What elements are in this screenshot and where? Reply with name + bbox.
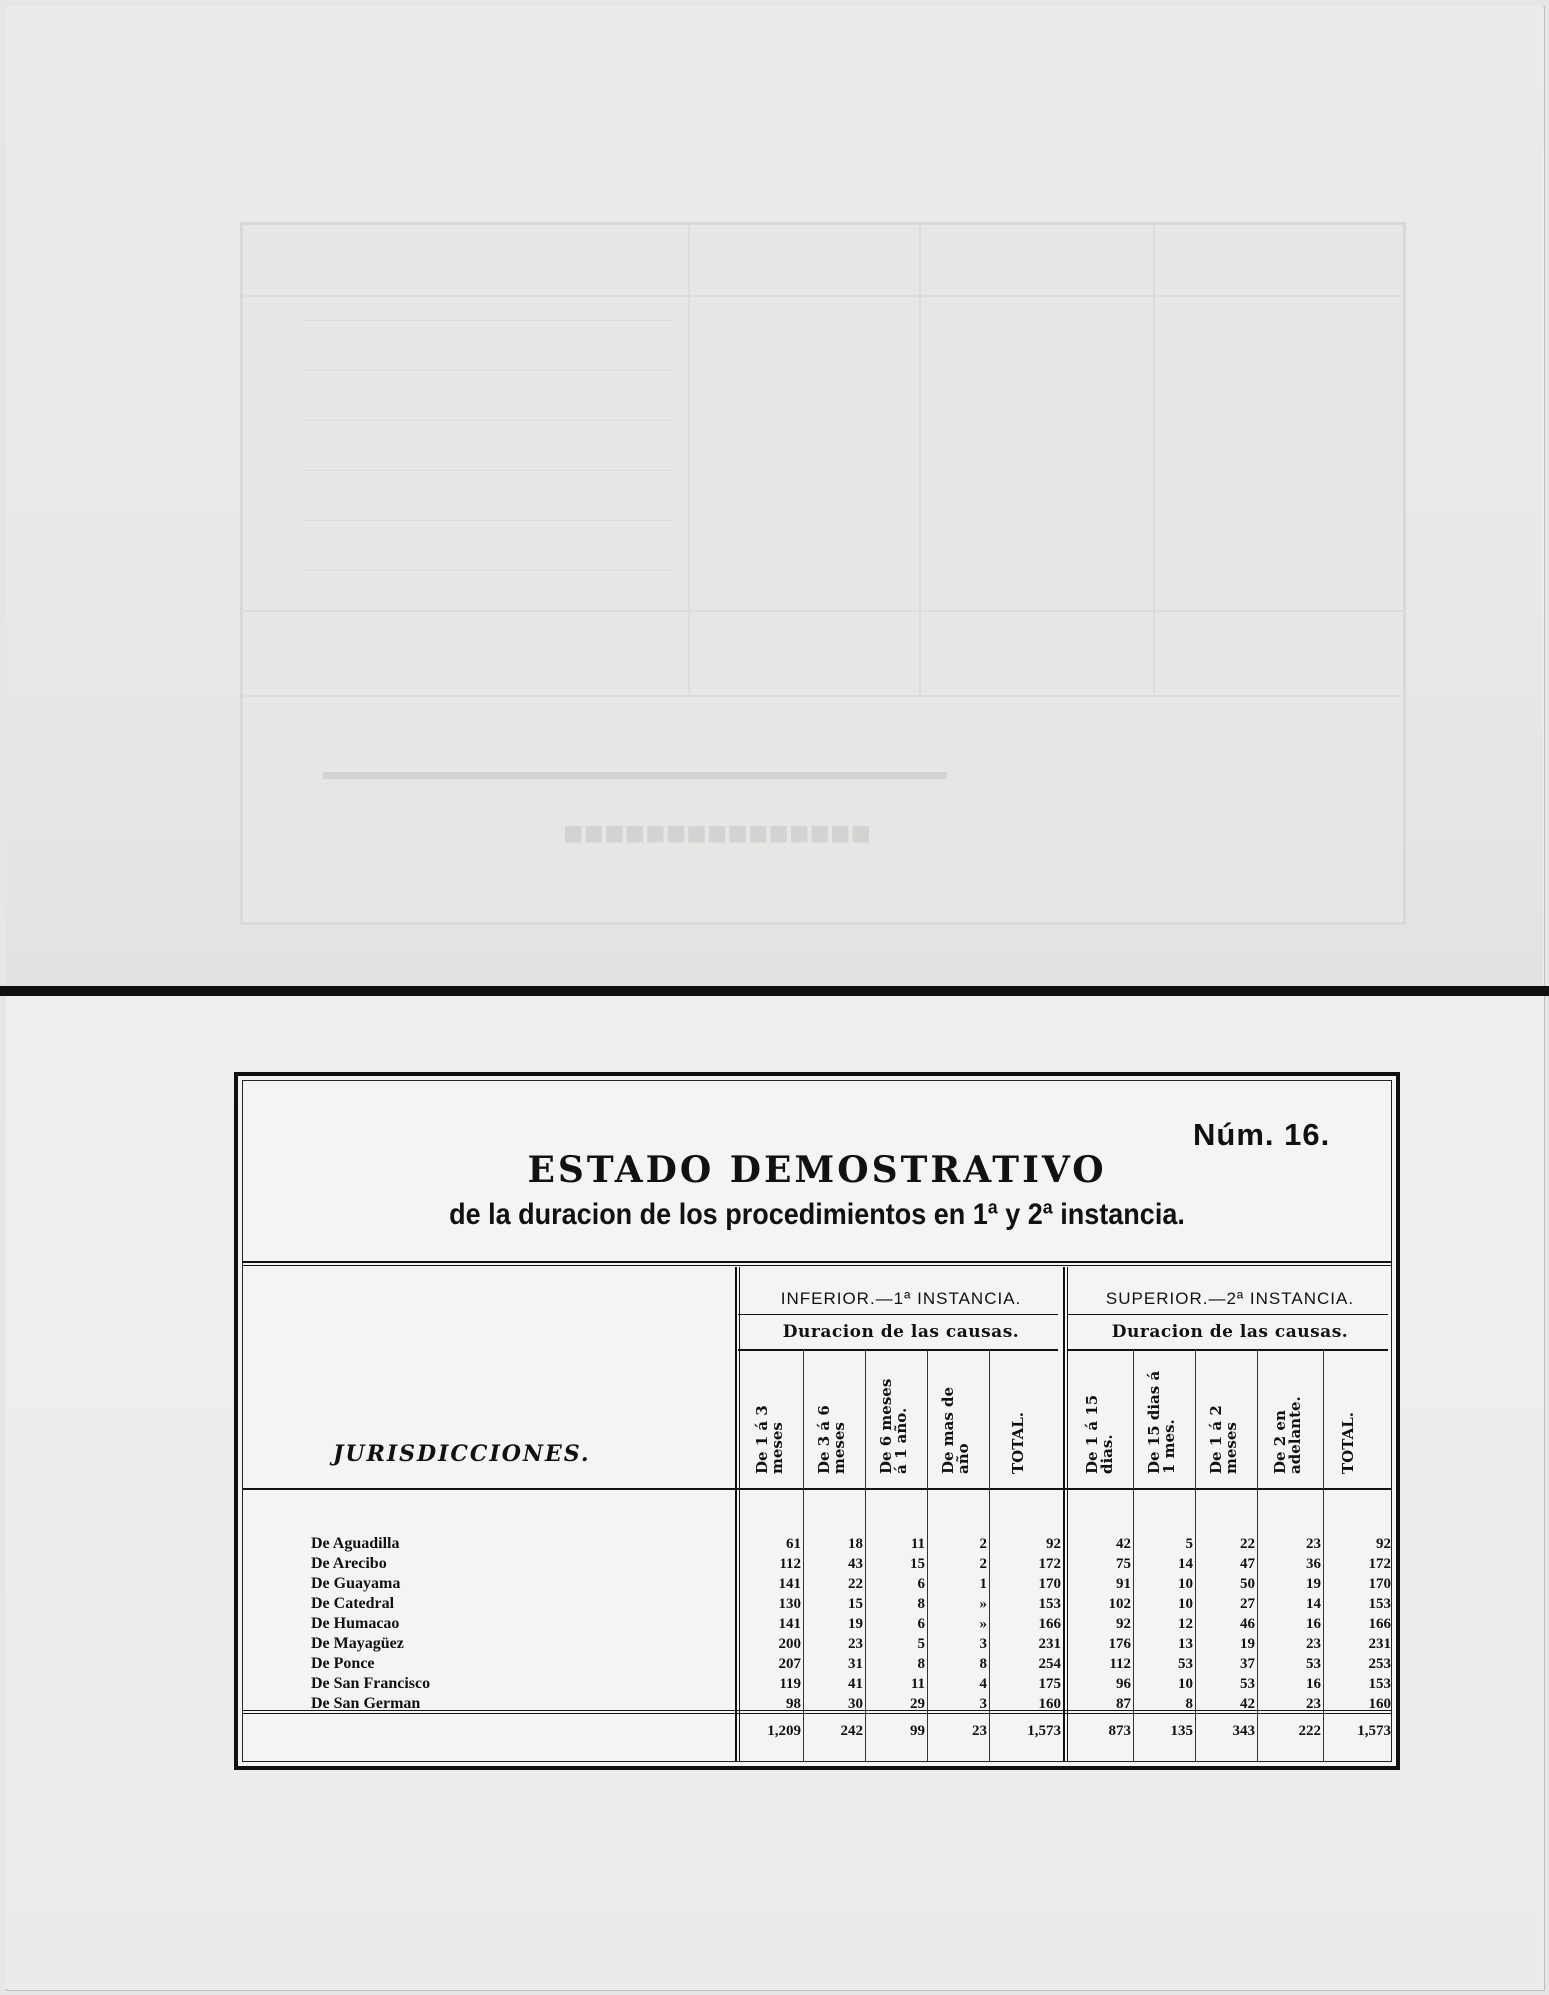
group1-head-rule	[738, 1349, 1058, 1351]
rule-under-title-double	[243, 1265, 1391, 1266]
vline-jurisdiction	[735, 1267, 737, 1761]
table-cell: 6	[917, 1576, 925, 1592]
table-cell: 10	[1178, 1676, 1193, 1692]
rule-under-headers	[243, 1488, 1391, 1490]
table-cell: 96	[1116, 1676, 1131, 1692]
total-cell: 1,573	[1357, 1723, 1391, 1739]
table-cell: 153	[1368, 1676, 1391, 1692]
col-header: TOTAL.	[1009, 1412, 1027, 1474]
table-cell: 14	[1178, 1556, 1193, 1572]
table-cell: 27	[1240, 1596, 1255, 1612]
row-label: De Ponce	[311, 1655, 375, 1672]
group2-head-rule	[1068, 1349, 1388, 1351]
vline-col	[989, 1351, 990, 1761]
group2-sub-rule	[1068, 1314, 1388, 1315]
table-cell: 176	[1108, 1636, 1131, 1652]
group-header-superior: SUPERIOR.—2ª INSTANCIA.	[1105, 1289, 1355, 1308]
total-cell: 873	[1108, 1723, 1131, 1739]
table-cell: 166	[1368, 1616, 1391, 1632]
vline-col	[1323, 1351, 1324, 1761]
group1-sub-rule	[738, 1314, 1058, 1315]
table-cell: 254	[1038, 1656, 1061, 1672]
table-cell: 53	[1178, 1656, 1193, 1672]
table-cell: 231	[1038, 1636, 1061, 1652]
vline-group-split	[1063, 1267, 1065, 1761]
table-cell: 29	[910, 1696, 925, 1712]
group-subheader-inferior: Duracion de las causas.	[782, 1322, 1020, 1342]
total-cell: 242	[840, 1723, 863, 1739]
table-cell: 53	[1240, 1676, 1255, 1692]
col-header: De 15 dias á 1 mes.	[1145, 1370, 1178, 1474]
vline-col	[803, 1351, 804, 1761]
vline-col	[1195, 1351, 1196, 1761]
col-header: De 1 á 2 meses	[1207, 1405, 1240, 1474]
row-label: De Humacao	[311, 1615, 400, 1632]
vline-col	[1257, 1351, 1258, 1761]
table-cell: 10	[1178, 1596, 1193, 1612]
table-cell: 10	[1178, 1576, 1193, 1592]
table-cell: 16	[1306, 1616, 1321, 1632]
table-cell: 2	[979, 1556, 987, 1572]
table-cell: 22	[848, 1576, 863, 1592]
total-cell: 23	[972, 1723, 987, 1739]
table-cell: 3	[979, 1696, 987, 1712]
table-cell: 47	[1240, 1556, 1255, 1572]
table-cell: 5	[917, 1636, 925, 1652]
table-cell: 160	[1368, 1696, 1391, 1712]
col-header: De 1 á 3 meses	[753, 1405, 786, 1474]
table-cell: 253	[1368, 1656, 1391, 1672]
group-header-inferior: INFERIOR.—1ª INSTANCIA.	[780, 1289, 1022, 1308]
table-cell: 175	[1038, 1676, 1061, 1692]
table-cell: 2	[979, 1536, 987, 1552]
table-cell: 160	[1038, 1696, 1061, 1712]
table-cell: 170	[1368, 1576, 1391, 1592]
row-header-jurisdicciones: JURISDICCIONES.	[333, 1441, 591, 1467]
table-cell: 15	[910, 1556, 925, 1572]
table-inner-border	[242, 1080, 1392, 1762]
row-label: De Mayagüez	[311, 1635, 404, 1652]
total-cell: 135	[1170, 1723, 1193, 1739]
col-header: TOTAL.	[1339, 1412, 1357, 1474]
table-cell: 46	[1240, 1616, 1255, 1632]
table-cell: 141	[778, 1616, 801, 1632]
page-divider	[0, 986, 1549, 996]
row-label: De Aguadilla	[311, 1535, 400, 1552]
table-cell: 23	[1306, 1696, 1321, 1712]
table-cell: 43	[848, 1556, 863, 1572]
table-cell: 6	[917, 1616, 925, 1632]
table-cell: 172	[1038, 1556, 1061, 1572]
group-subheader-superior: Duracion de las causas.	[1111, 1322, 1349, 1342]
table-cell: 92	[1376, 1536, 1391, 1552]
table-cell: 207	[778, 1656, 801, 1672]
table-cell: 200	[778, 1636, 801, 1652]
table-cell: 42	[1116, 1536, 1131, 1552]
table-cell: 42	[1240, 1696, 1255, 1712]
table-cell: 13	[1178, 1636, 1193, 1652]
table-cell: 3	[979, 1636, 987, 1652]
table-cell: 8	[979, 1656, 987, 1672]
table-cell: 141	[778, 1576, 801, 1592]
table-cell: 75	[1116, 1556, 1131, 1572]
total-cell: 343	[1232, 1723, 1255, 1739]
vline-col	[1133, 1351, 1134, 1761]
table-cell: 1	[979, 1576, 987, 1592]
table-cell: 119	[779, 1676, 801, 1692]
table-cell: 98	[786, 1696, 801, 1712]
table-cell: 5	[1185, 1536, 1193, 1552]
row-label: De Arecibo	[311, 1555, 387, 1572]
table-cell: 18	[848, 1536, 863, 1552]
table-cell: 170	[1038, 1576, 1061, 1592]
upper-page-bleed-through	[6, 6, 1543, 991]
table-cell: 50	[1240, 1576, 1255, 1592]
table-cell: 8	[917, 1656, 925, 1672]
table-cell: 231	[1368, 1636, 1391, 1652]
table-cell: 53	[1306, 1656, 1321, 1672]
document-subtitle: de la duracion de los procedimientos en 1ª y 2ª instancia.	[449, 1198, 1185, 1231]
vline-col	[927, 1351, 928, 1761]
table-cell: 19	[1240, 1636, 1255, 1652]
table-cell: 87	[1116, 1696, 1131, 1712]
table-cell: 102	[1108, 1596, 1131, 1612]
table-cell: »	[979, 1616, 987, 1632]
table-cell: 92	[1046, 1536, 1061, 1552]
col-header: De 6 meses á 1 año.	[877, 1378, 910, 1474]
total-cell: 222	[1298, 1723, 1321, 1739]
table-cell: 61	[786, 1536, 801, 1552]
table-cell: 11	[910, 1536, 925, 1552]
table-cell: 19	[848, 1616, 863, 1632]
table-cell: 23	[1306, 1536, 1321, 1552]
bleed-through-table-ghost: ■■■■■■■■■■■■■■■ ▬▬▬▬▬▬▬▬▬▬▬▬▬▬▬▬▬▬▬▬▬▬▬▬▬▬	[240, 222, 1406, 925]
total-cell: 1,573	[1027, 1723, 1061, 1739]
row-label: De Catedral	[311, 1595, 395, 1612]
table-cell: 153	[1038, 1596, 1061, 1612]
table-cell: 36	[1306, 1556, 1321, 1572]
col-header: De mas de año	[939, 1386, 972, 1474]
vline-col	[865, 1351, 866, 1761]
row-label: De San Francisco	[311, 1675, 431, 1692]
table-cell: 8	[1185, 1696, 1193, 1712]
table-cell: 8	[917, 1596, 925, 1612]
document-title: ESTADO DEMOSTRATIVO	[527, 1149, 1107, 1191]
table-cell: 14	[1306, 1596, 1321, 1612]
table-cell: 12	[1178, 1616, 1193, 1632]
total-cell: 1,209	[767, 1723, 801, 1739]
vline-group-split-double	[1067, 1267, 1068, 1761]
total-cell: 99	[910, 1723, 925, 1739]
table-cell: 16	[1306, 1676, 1321, 1692]
table-cell: 92	[1116, 1616, 1131, 1632]
document-number: Núm. 16.	[1193, 1117, 1331, 1152]
table-cell: 166	[1038, 1616, 1061, 1632]
table-cell: 37	[1240, 1656, 1255, 1672]
table-cell: »	[979, 1596, 987, 1612]
table-cell: 41	[848, 1676, 863, 1692]
row-label: De Guayama	[311, 1575, 401, 1592]
table-cell: 19	[1306, 1576, 1321, 1592]
table-cell: 112	[1109, 1656, 1131, 1672]
table-cell: 172	[1368, 1556, 1391, 1572]
table-cell: 91	[1116, 1576, 1131, 1592]
table-cell: 31	[848, 1656, 863, 1672]
table-cell: 130	[778, 1596, 801, 1612]
col-header: De 1 á 15 dias.	[1083, 1394, 1116, 1474]
table-cell: 23	[848, 1636, 863, 1652]
col-header: De 2 en adelante.	[1271, 1396, 1304, 1474]
table-cell: 15	[848, 1596, 863, 1612]
table-cell: 112	[779, 1556, 801, 1572]
table-cell: 153	[1368, 1596, 1391, 1612]
table-cell: 11	[910, 1676, 925, 1692]
col-header: De 3 á 6 meses	[815, 1405, 848, 1474]
statistical-table-document	[234, 1072, 1400, 1770]
table-cell: 23	[1306, 1636, 1321, 1652]
table-cell: 22	[1240, 1536, 1255, 1552]
row-label: De San German	[311, 1695, 421, 1712]
table-cell: 30	[848, 1696, 863, 1712]
table-cell: 4	[979, 1676, 987, 1692]
rule-under-title	[243, 1261, 1391, 1263]
